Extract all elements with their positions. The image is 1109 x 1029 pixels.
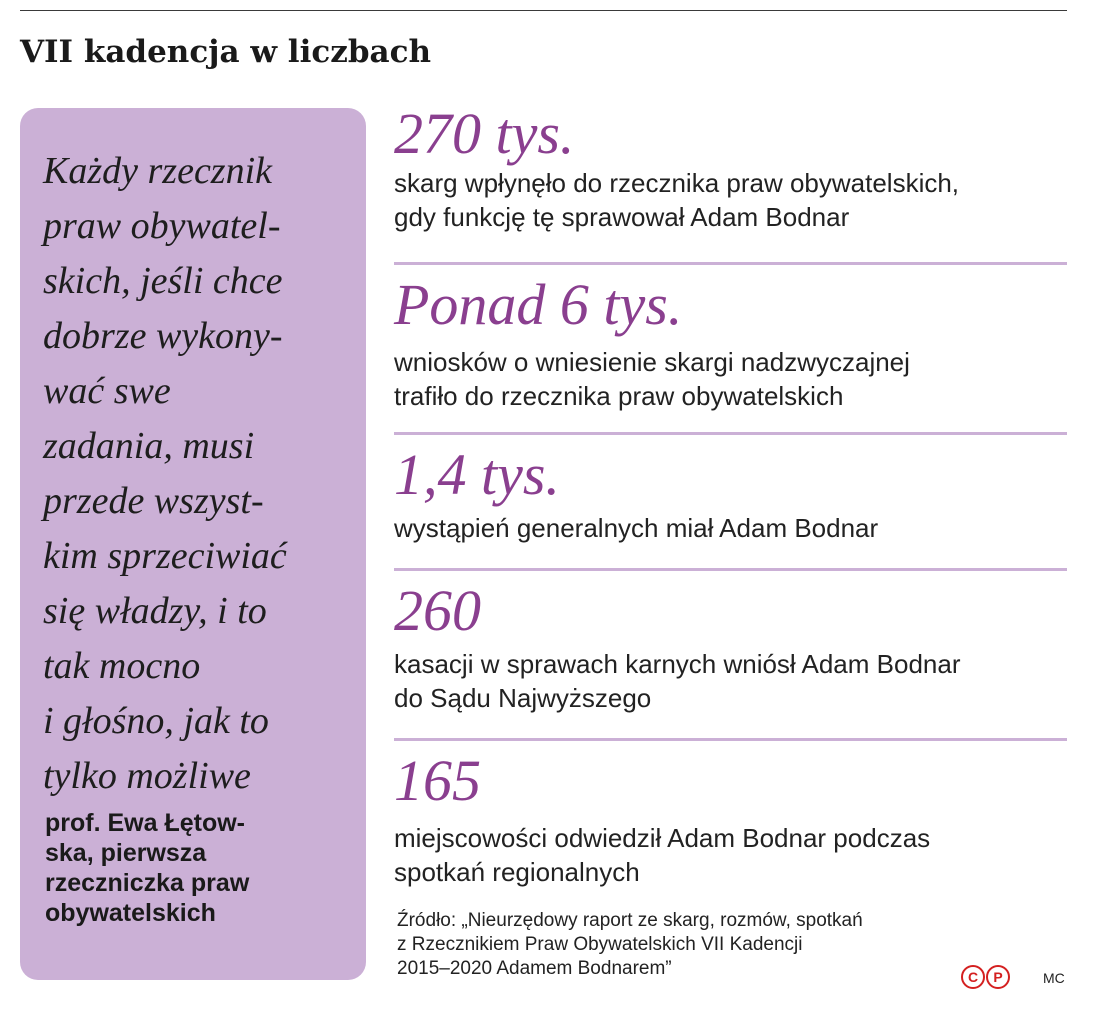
stat-number: 270 tys. bbox=[394, 101, 575, 166]
quote-author-line: obywatelskich bbox=[45, 899, 216, 927]
stat-item bbox=[394, 273, 1067, 413]
stat-description-line: spotkań regionalnych bbox=[394, 857, 640, 887]
page-title: VII kadencja w liczbach bbox=[20, 34, 432, 70]
quote-line: i głośno, jak to bbox=[43, 700, 269, 742]
stat-description-line: kasacji w sprawach karnych wniósł Adam Bodnar bbox=[394, 649, 961, 679]
stat-item bbox=[394, 579, 1067, 715]
top-rule bbox=[20, 10, 1067, 11]
source-line: Źródło: „Nieurzędowy raport ze skarg, rozmów, spotkań bbox=[397, 910, 863, 931]
source-note bbox=[397, 909, 863, 981]
quote-line: kim sprzeciwiać bbox=[43, 535, 287, 577]
copyright-logo bbox=[961, 965, 1010, 989]
source-line: 2015–2020 Adamem Bodnarem” bbox=[397, 958, 672, 979]
quote-line: tak mocno bbox=[43, 645, 201, 687]
quote-author-line: prof. Ewa Łętow- bbox=[45, 809, 245, 837]
copyright-p-icon: P bbox=[986, 965, 1010, 989]
stat-item bbox=[394, 443, 1067, 545]
quote-box bbox=[20, 108, 366, 980]
divider bbox=[394, 432, 1067, 435]
quote-line: zadania, musi bbox=[43, 425, 255, 467]
stat-description-line: gdy funkcję tę sprawował Adam Bodnar bbox=[394, 202, 850, 232]
quote-text bbox=[43, 144, 287, 804]
stat-item bbox=[394, 749, 1067, 889]
quote-author-line: ska, pierwsza bbox=[45, 839, 207, 867]
quote-line: tylko możliwe bbox=[43, 755, 251, 797]
stat-description-line: do Sądu Najwyższego bbox=[394, 683, 652, 713]
quote-line: skich, jeśli chce bbox=[43, 260, 283, 302]
divider bbox=[394, 262, 1067, 265]
author-tag: MC bbox=[1043, 970, 1065, 986]
quote-author bbox=[45, 808, 249, 928]
stat-item bbox=[394, 102, 1067, 234]
quote-line: się władzy, i to bbox=[43, 590, 267, 632]
stat-number: 260 bbox=[394, 578, 481, 643]
quote-line: dobrze wykony- bbox=[43, 315, 283, 357]
stat-number: 1,4 tys. bbox=[394, 442, 560, 507]
stat-description-line: miejscowości odwiedził Adam Bodnar podczas bbox=[394, 823, 931, 853]
quote-line: przede wszyst- bbox=[43, 480, 264, 522]
quote-line: wać swe bbox=[43, 370, 171, 412]
stat-number: Ponad 6 tys. bbox=[394, 272, 683, 337]
stat-description-line: wniosków o wniesienie skargi nadzwyczajnej bbox=[394, 347, 910, 377]
stat-number: 165 bbox=[394, 748, 481, 813]
stat-description-line: trafiło do rzecznika praw obywatelskich bbox=[394, 381, 844, 411]
stat-description-line: skarg wpłynęło do rzecznika praw obywatelskich, bbox=[394, 168, 960, 198]
quote-author-line: rzeczniczka praw bbox=[45, 869, 250, 897]
divider bbox=[394, 568, 1067, 571]
quote-line: praw obywatel- bbox=[43, 205, 281, 247]
copyright-c-icon: C bbox=[961, 965, 985, 989]
divider bbox=[394, 738, 1067, 741]
source-line: z Rzecznikiem Praw Obywatelskich VII Kadencji bbox=[397, 934, 803, 955]
stat-description-line: wystąpień generalnych miał Adam Bodnar bbox=[394, 513, 879, 543]
quote-line: Każdy rzecznik bbox=[43, 150, 273, 192]
